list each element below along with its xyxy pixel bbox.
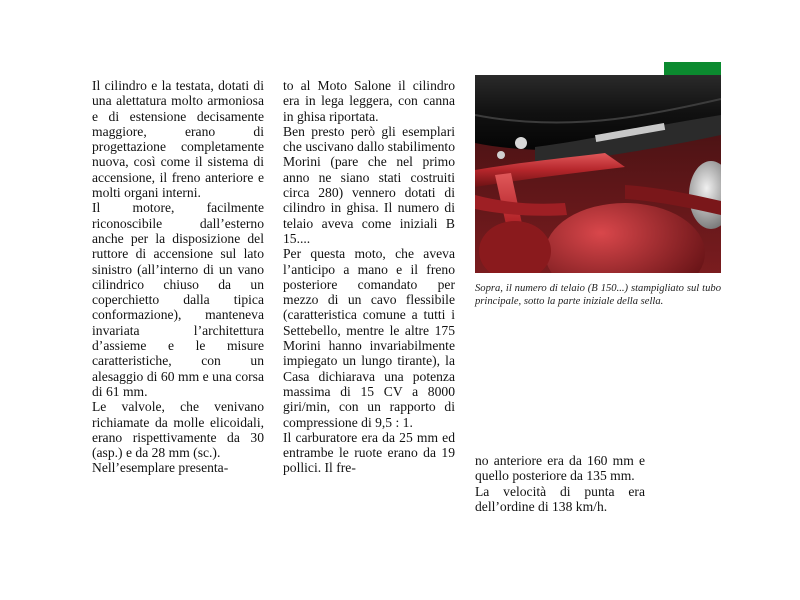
text-column-3 (475, 453, 645, 514)
motorcycle-frame-photo (475, 75, 721, 273)
paragraph: Nell’esemplare presenta- (92, 460, 229, 476)
paragraph: Il motore, facilmente riconoscibile dall’esterno anche per la disposizione del ruttore di accensione sul lato sinistro (all’interno di un vano cilindrico chiuso da un coperchietto dalla tipica conformazione), manteneva invariata l’architettura d’assieme e le misure caratteristiche, con un alesaggio di 60 mm e una corsa di 61 mm. (92, 200, 264, 399)
photo-caption: Sopra, il numero di telaio (B 150...) stampigliato sul tubo principale, sotto la parte iniziale della sella. (475, 283, 721, 307)
section-color-tab (664, 62, 721, 75)
text-column-1 (92, 78, 264, 476)
paragraph: Per questa moto, che aveva l’anticipo a mano e il freno posteriore comandato per mezzo di un cavo flessibile (caratteristica comune a tutti i Settebello, mentre le altre 175 Morini hanno invariabilmente impiegato un lungo tirante), la Casa dichiarava una potenza massima di 15 CV a 8000 giri/min, con un rapporto di compressione di 9,5 : 1. (283, 246, 455, 430)
paragraph: to al Moto Salone il cilindro era in lega leggera, con canna in ghisa riportata. (283, 78, 455, 124)
paragraph: Ben presto però gli esemplari che uscivano dallo stabilimento Morini (pare che nel primo anno ne siano stati costruiti circa 280) vennero dotati di cilindro in ghisa. Il numero di telaio aveva come iniziali B 15.... (283, 123, 455, 246)
paragraph: Il cilindro e la testata, dotati di una alettatura molto armoniosa e di estensione decisamente maggiore, erano di progettazione completamente nuova, così come il sistema di accensione, il freno anteriore e molti organi interni. (92, 78, 264, 201)
paragraph: no anteriore era da 160 mm e quello posteriore da 135 mm. (475, 453, 645, 484)
paragraph: Le valvole, che venivano richiamate da molle elicoidali, erano rispettivamente da 30 (asp.) e da 28 mm (sc.). (92, 399, 264, 461)
paragraph: Il carburatore era da 25 mm ed entrambe le ruote erano da 19 pollici. Il fre- (283, 429, 455, 476)
paragraph: La velocità di punta era dell’ordine di 138 km/h. (475, 483, 645, 514)
text-column-2 (283, 78, 455, 476)
frame-photo-illustration (475, 75, 721, 273)
